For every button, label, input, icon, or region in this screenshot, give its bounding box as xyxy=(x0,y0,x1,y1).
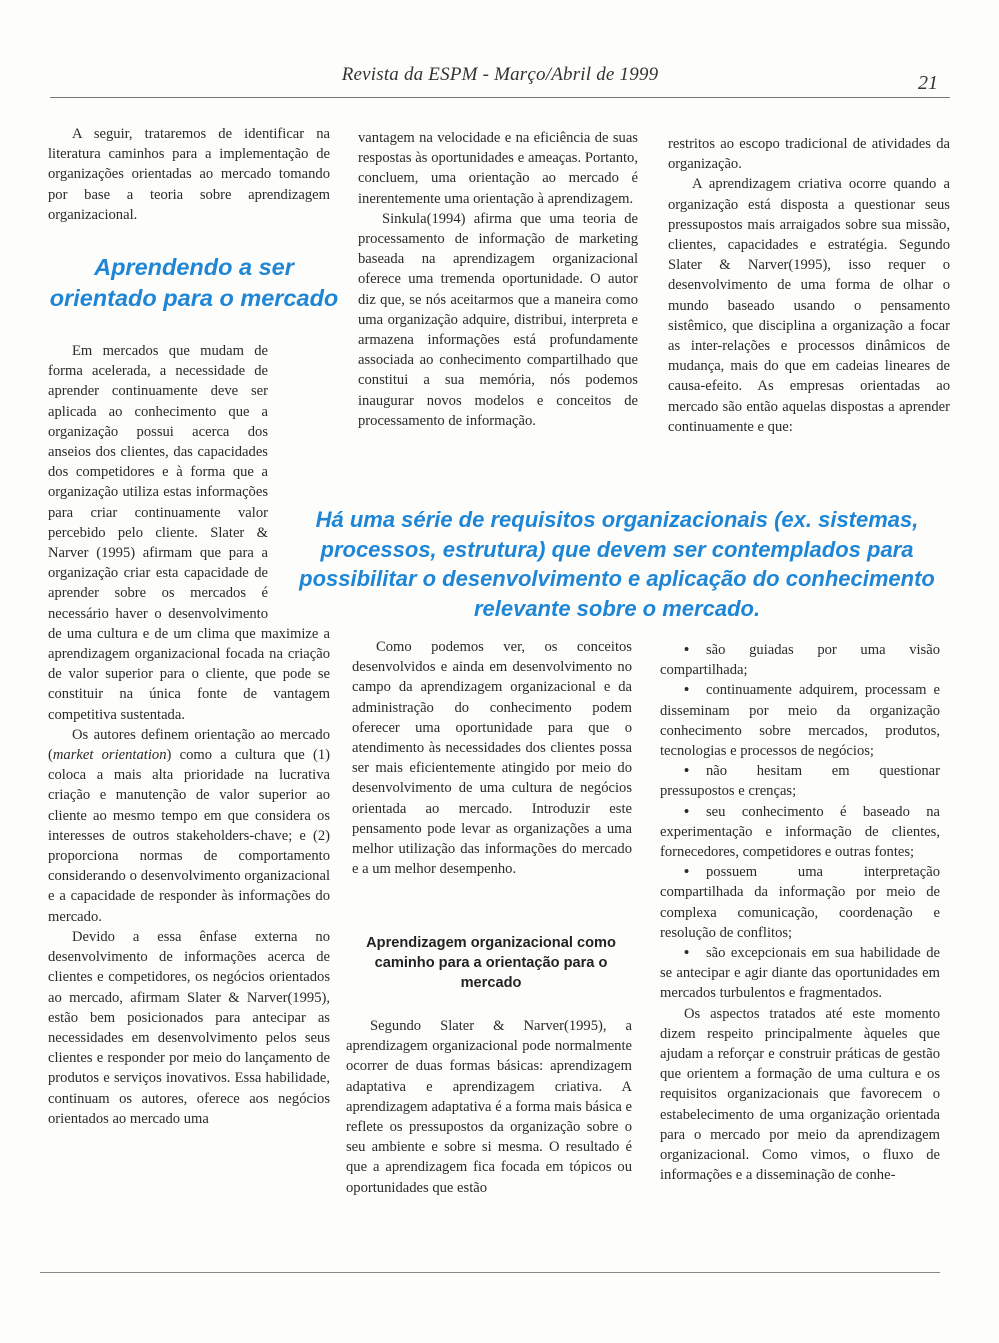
list-item: • continuamente adquirem, processam e disseminam por meio da organização conhecimento sobre mercados, produtos, tecnologias e processos de negócios; xyxy=(660,682,940,760)
header-rule xyxy=(50,97,950,98)
subsection-title: Aprendizagem organizacional como caminho para a orientação para o mercado xyxy=(366,935,616,991)
bullet-icon: • xyxy=(684,803,690,820)
column-1-intro xyxy=(48,124,330,225)
body-paragraph: vantagem na velocidade e na eficiência de suas respostas às oportunidades e ameaças. Portanto, concluem, uma orientação ao mercado é inerentemente uma orientação à aprendizagem. xyxy=(358,130,638,207)
column-2-bottom xyxy=(352,637,632,879)
journal-header-title: Revista da ESPM - Março/Abril de 1999 xyxy=(341,64,659,85)
body-paragraph: Os aspectos tratados até este momento dizem respeito principalmente àqueles que ajudam a reforçar e construir práticas de gestão que orientem a formação de uma cultura e os requisitos organizacionais que favorecem o estabelecimento de uma organização orientada para o mercado por meio da aprendizagem organizacional. Como vimos, o fluxo de informações e a disseminação de conhe- xyxy=(660,1005,940,1184)
column-2-top xyxy=(358,128,638,431)
list-item: • seu conhecimento é baseado na experimentação e informação de clientes, fornecedores, competidores e outras fontes; xyxy=(660,803,940,861)
body-paragraph: Segundo Slater & Narver(1995), a aprendizagem organizacional pode normalmente ocorrer de duas formas básicas: aprendizagem adaptativa e aprendizagem criativa. A aprendizagem adaptativa é a forma mais básica e reflete os pressupostos da organização sobre o seu ambiente e sobre si mesma. O resultado é que a aprendizagem fica focada em tópicos ou oportunidades que estão xyxy=(346,1018,632,1196)
page-number: 21 xyxy=(918,72,938,94)
body-paragraph: A aprendizagem criativa ocorre quando a organização está disposta a questionar seus pressupostos mais arraigados sobre sua missão, clientes, capacidades e estratégia. Segundo Slater & Narver(1995), isso requer o desenvolvimento de uma forma de olhar o mundo baseado usando o pensamento sistêmico, que disciplina a organização a focar as inter-relações e processos dinâmicos de mudança, mais do que em cadeias lineares de causa-efeito. As empresas orientadas ao mercado são então aquelas dispostas a aprender continuamente e que: xyxy=(668,176,950,435)
list-item: • possuem uma interpretação compartilhada da informação por meio de complexa comunicação, coordenação e resolução de conflitos; xyxy=(660,864,940,941)
pull-quote: Há uma série de requisitos organizacionais (ex. sistemas, processos, estrutura) que devem ser contemplados para possibilitar o desenvolvimento e aplicação do conhecimento relevante sobre o mercado. xyxy=(299,507,935,621)
bullet-icon: • xyxy=(684,864,690,881)
column-1-body xyxy=(48,341,330,1129)
requirements-list xyxy=(660,640,940,1004)
intro-paragraph: A seguir, trataremos de identificar na literatura caminhos para a implementação de organizações orientadas ao mercado tomando por base a teoria sobre aprendizagem organizacional. xyxy=(48,126,330,223)
body-paragraph: Como podemos ver, os conceitos desenvolvidos e ainda em desenvolvimento no campo da aprendizagem organizacional e da administração do conhecimento podem oferecer uma oportunidade para que o atendimento às necessidades dos clientes possa ser mais eficientemente atingido por meio do desenvolvimento de uma cultura de negócios orientada ao mercado. Introduzir este pensamento pode levar as organizações a uma melhor utilização das informações do mercado e a um melhor desempenho. xyxy=(352,639,632,878)
list-item: • não hesitam em questionar pressupostos e crenças; xyxy=(660,763,940,800)
body-paragraph: Em mercados que mudam de forma acelerada, a necessidade de aprender continuamente deve ser aplicada ao conhecimento que a organização possui acerca dos anseios dos clientes, das capacidades dos competidores e à forma que a organização utiliza estas informações para criar continuamente valor percebido pelo cliente. Slater & Narver (1995) afirmam que para a organização criar esta capacidade de aprender sobre os mercados é necessário haver o desenvolvimento de uma cultura e de um clima que maximize a aprendizagem organizacional focada na criação de valor superior para o cliente, que pode se constituir na única fonte de vantagem competitiva sustentada. xyxy=(48,343,330,723)
body-paragraph: Os autores definem orientação ao mercado (market orientation) como a cultura que (1) coloca a mais alta prioridade na lucrativa criação e manutenção de valor superior ao cliente ao mesmo tempo em que considera os interesses de outros stakeholders-chave; e (2) proporciona normas de comportamento considerando o desenvolvimento organizacional e a capacidade de responder às informações do mercado. xyxy=(48,726,330,925)
body-paragraph: restritos ao escopo tradicional de atividades da organização. xyxy=(668,136,950,173)
body-paragraph: Devido a essa ênfase externa no desenvolvimento de informações acerca de clientes e competidores, os negócios orientados ao mercado, afirmam Slater & Narver(1995), estão bem posicionados para antecipar as necessidades em desenvolvimento pelos seus clientes e responder por meio do lançamento de produtos e serviços inovativos. Essa habilidade, continuam os autores, oferece aos negócios orientados ao mercado uma xyxy=(48,928,330,1127)
list-item: • são excepcionais em sua habilidade de se antecipar e agir diante das oportunidades em mercados turbulentos e fragmentados. xyxy=(660,945,940,1002)
bullet-icon: • xyxy=(684,682,690,699)
footer-rule xyxy=(40,1272,940,1273)
bullet-icon: • xyxy=(684,642,690,658)
column-3-top xyxy=(668,134,950,437)
bullet-icon: • xyxy=(684,763,690,780)
section-title: Aprendendo a ser orientado para o mercado xyxy=(49,254,339,311)
bullet-icon: • xyxy=(684,945,690,962)
body-paragraph: Sinkula(1994) afirma que uma teoria de processamento de informação de marketing baseada na aprendizagem organizacional oferece uma tremenda oportunidade. O autor diz que, se nós aceitarmos que a maneira como uma organização adquire, distribui, interpreta e armazena informações está profundamente associada ao conhecimento compartilhado que constitui a sua memória, nós podemos inaugurar novos modelos e conceitos de processamento de informação. xyxy=(358,210,638,429)
list-item: • são guiadas por uma visão compartilhada; xyxy=(660,642,940,679)
column-2-bottom-continued xyxy=(346,1016,632,1198)
column-3-bottom xyxy=(660,640,940,1185)
